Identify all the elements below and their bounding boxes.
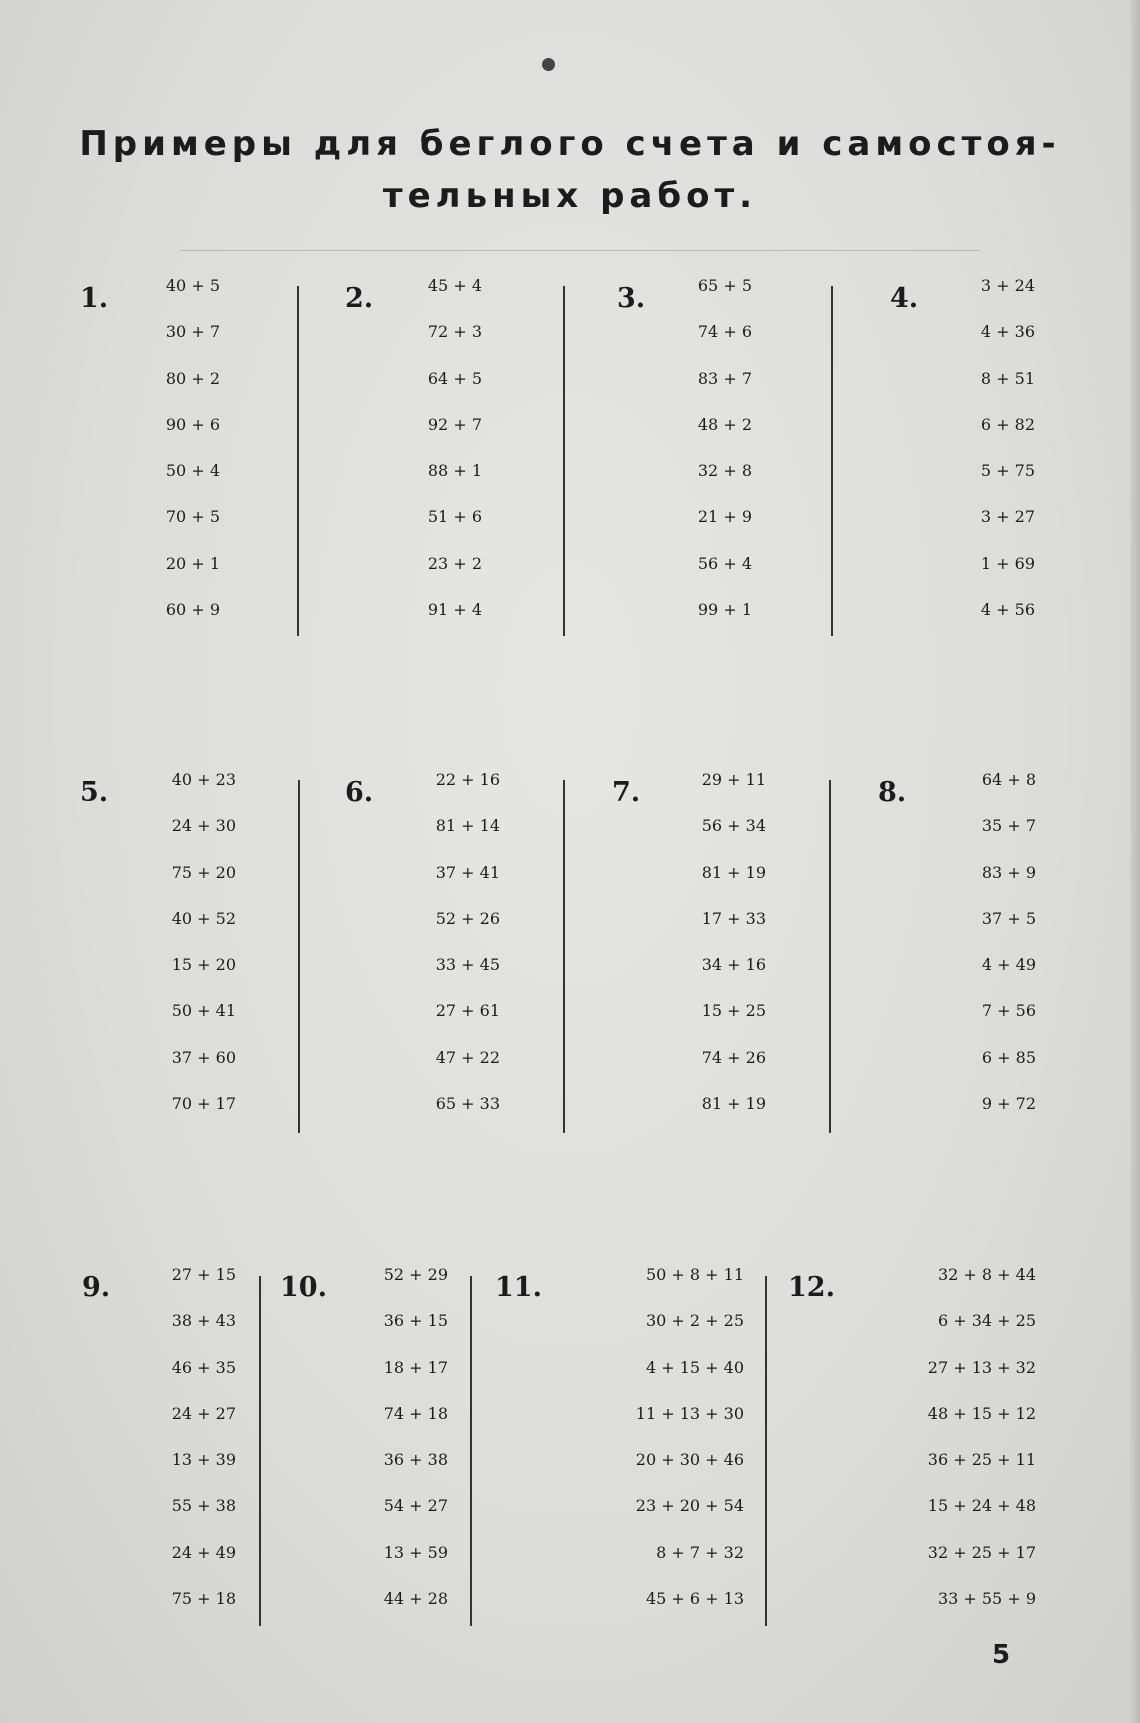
sum-expression: 48 + 15 + 12 — [927, 1403, 1036, 1423]
sum-expression: 99 + 1 — [697, 600, 752, 620]
sum-expression: 70 + 5 — [165, 507, 220, 527]
column-divider — [765, 1276, 767, 1626]
set-items — [428, 276, 482, 646]
sum-expression: 13 + 39 — [171, 1450, 236, 1470]
sum-expression: 20 + 1 — [165, 553, 220, 573]
sum-expression: 6 + 82 — [980, 414, 1035, 434]
column-divider — [259, 1276, 261, 1626]
sum-expression: 4 + 49 — [981, 955, 1036, 975]
set-number: 12. — [788, 1272, 835, 1303]
set-items — [436, 770, 500, 1140]
sum-expression: 24 + 30 — [171, 816, 236, 836]
sum-expression: 7 + 56 — [981, 1001, 1036, 1021]
column-divider — [829, 780, 831, 1133]
sum-expression: 8 + 51 — [980, 368, 1035, 388]
ink-dot — [542, 58, 555, 71]
sum-expression: 36 + 15 — [383, 1311, 448, 1331]
sum-expression: 1 + 69 — [980, 553, 1035, 573]
sum-expression: 32 + 8 + 44 — [937, 1265, 1036, 1284]
sum-expression: 4 + 36 — [980, 322, 1035, 342]
sum-expression: 50 + 8 + 11 — [645, 1265, 744, 1284]
sum-expression: 88 + 1 — [427, 461, 482, 481]
set-items — [384, 1265, 448, 1635]
sum-expression: 3 + 27 — [980, 507, 1035, 527]
set-items — [982, 770, 1036, 1140]
sum-expression: 35 + 7 — [981, 816, 1036, 836]
sum-expression: 30 + 7 — [165, 322, 220, 342]
column-divider — [297, 286, 299, 636]
set-number: 11. — [495, 1272, 542, 1303]
column-divider — [831, 286, 833, 636]
sum-expression: 15 + 24 + 48 — [927, 1496, 1036, 1516]
sum-expression: 81 + 19 — [701, 1094, 766, 1114]
sum-expression: 40 + 5 — [165, 276, 220, 295]
sum-expression: 15 + 25 — [701, 1001, 766, 1021]
title-line-2: тельных работ. — [382, 176, 758, 216]
sum-expression: 80 + 2 — [165, 368, 220, 388]
column-divider — [470, 1276, 472, 1626]
set-number: 1. — [80, 283, 109, 314]
sum-expression: 36 + 38 — [383, 1450, 448, 1470]
set-items — [928, 1265, 1036, 1635]
sum-expression: 45 + 6 + 13 — [645, 1589, 744, 1609]
sum-expression: 65 + 5 — [697, 276, 752, 295]
sum-expression: 37 + 60 — [171, 1047, 236, 1067]
sum-expression: 30 + 2 + 25 — [645, 1311, 744, 1331]
set-items — [172, 1265, 236, 1635]
sum-expression: 75 + 18 — [171, 1589, 236, 1609]
set-items — [172, 770, 236, 1140]
set-number: 6. — [345, 777, 374, 808]
sum-expression: 36 + 25 + 11 — [927, 1450, 1036, 1470]
sum-expression: 29 + 11 — [701, 770, 766, 789]
page-edge — [1130, 0, 1140, 1723]
sum-expression: 56 + 34 — [701, 816, 766, 836]
sum-expression: 37 + 41 — [435, 862, 500, 882]
sum-expression: 91 + 4 — [427, 600, 482, 620]
set-items — [981, 276, 1035, 646]
sum-expression: 15 + 20 — [171, 955, 236, 975]
sum-expression: 60 + 9 — [165, 600, 220, 620]
sum-expression: 40 + 23 — [171, 770, 236, 789]
sum-expression: 32 + 25 + 17 — [927, 1542, 1036, 1562]
sum-expression: 47 + 22 — [435, 1047, 500, 1067]
column-divider — [563, 286, 565, 636]
sum-expression: 8 + 7 + 32 — [656, 1542, 744, 1562]
sum-expression: 27 + 61 — [435, 1001, 500, 1021]
sum-expression: 13 + 59 — [383, 1542, 448, 1562]
sum-expression: 3 + 24 — [980, 276, 1035, 295]
set-number: 4. — [890, 283, 919, 314]
sum-expression: 64 + 5 — [427, 368, 482, 388]
sum-expression: 56 + 4 — [697, 553, 752, 573]
page-number: 5 — [992, 1640, 1011, 1670]
sum-expression: 18 + 17 — [383, 1357, 448, 1377]
sum-expression: 75 + 20 — [171, 862, 236, 882]
sum-expression: 40 + 52 — [171, 908, 236, 928]
sum-expression: 46 + 35 — [171, 1357, 236, 1377]
sum-expression: 20 + 30 + 46 — [635, 1450, 744, 1470]
sum-expression: 24 + 27 — [171, 1403, 236, 1423]
sum-expression: 4 + 56 — [980, 600, 1035, 620]
sum-expression: 23 + 2 — [427, 553, 482, 573]
sum-expression: 83 + 7 — [697, 368, 752, 388]
sum-expression: 72 + 3 — [427, 322, 482, 342]
set-number: 8. — [878, 777, 907, 808]
sum-expression: 65 + 33 — [435, 1094, 500, 1114]
set-items — [698, 276, 752, 646]
set-items — [166, 276, 220, 646]
sum-expression: 9 + 72 — [981, 1094, 1036, 1114]
sum-expression: 5 + 75 — [980, 461, 1035, 481]
sum-expression: 54 + 27 — [383, 1496, 448, 1516]
sum-expression: 92 + 7 — [427, 414, 482, 434]
title-underline — [180, 250, 980, 251]
sum-expression: 11 + 13 + 30 — [635, 1403, 744, 1423]
sum-expression: 4 + 15 + 40 — [645, 1357, 744, 1377]
sum-expression: 34 + 16 — [701, 955, 766, 975]
sum-expression: 52 + 26 — [435, 908, 500, 928]
sum-expression: 70 + 17 — [171, 1094, 236, 1114]
set-items — [636, 1265, 744, 1635]
sum-expression: 38 + 43 — [171, 1311, 236, 1331]
sum-expression: 45 + 4 — [427, 276, 482, 295]
sum-expression: 81 + 19 — [701, 862, 766, 882]
sum-expression: 27 + 13 + 32 — [927, 1357, 1036, 1377]
sum-expression: 23 + 20 + 54 — [635, 1496, 744, 1516]
column-divider — [563, 780, 565, 1133]
sum-expression: 44 + 28 — [383, 1589, 448, 1609]
page-title — [60, 118, 1080, 222]
sum-expression: 33 + 55 + 9 — [937, 1589, 1036, 1609]
sum-expression: 74 + 26 — [701, 1047, 766, 1067]
set-number: 2. — [345, 283, 374, 314]
sum-expression: 32 + 8 — [697, 461, 752, 481]
sum-expression: 24 + 49 — [171, 1542, 236, 1562]
sum-expression: 21 + 9 — [697, 507, 752, 527]
set-number: 7. — [612, 777, 641, 808]
sum-expression: 6 + 34 + 25 — [937, 1311, 1036, 1331]
sum-expression: 6 + 85 — [981, 1047, 1036, 1067]
sum-expression: 27 + 15 — [171, 1265, 236, 1284]
set-number: 3. — [617, 283, 646, 314]
sum-expression: 17 + 33 — [701, 908, 766, 928]
sum-expression: 90 + 6 — [165, 414, 220, 434]
set-number: 5. — [80, 777, 109, 808]
sum-expression: 74 + 6 — [697, 322, 752, 342]
set-number: 10. — [280, 1272, 327, 1303]
sum-expression: 50 + 41 — [171, 1001, 236, 1021]
sum-expression: 22 + 16 — [435, 770, 500, 789]
set-items — [702, 770, 766, 1140]
column-divider — [298, 780, 300, 1133]
sum-expression: 50 + 4 — [165, 461, 220, 481]
sum-expression: 51 + 6 — [427, 507, 482, 527]
sum-expression: 64 + 8 — [981, 770, 1036, 789]
sum-expression: 83 + 9 — [981, 862, 1036, 882]
sum-expression: 52 + 29 — [383, 1265, 448, 1284]
sum-expression: 37 + 5 — [981, 908, 1036, 928]
sum-expression: 74 + 18 — [383, 1403, 448, 1423]
sum-expression: 81 + 14 — [435, 816, 500, 836]
sum-expression: 48 + 2 — [697, 414, 752, 434]
sum-expression: 33 + 45 — [435, 955, 500, 975]
title-line-1: Примеры для беглого счета и самостоя- — [79, 124, 1061, 164]
sum-expression: 55 + 38 — [171, 1496, 236, 1516]
set-number: 9. — [82, 1272, 111, 1303]
